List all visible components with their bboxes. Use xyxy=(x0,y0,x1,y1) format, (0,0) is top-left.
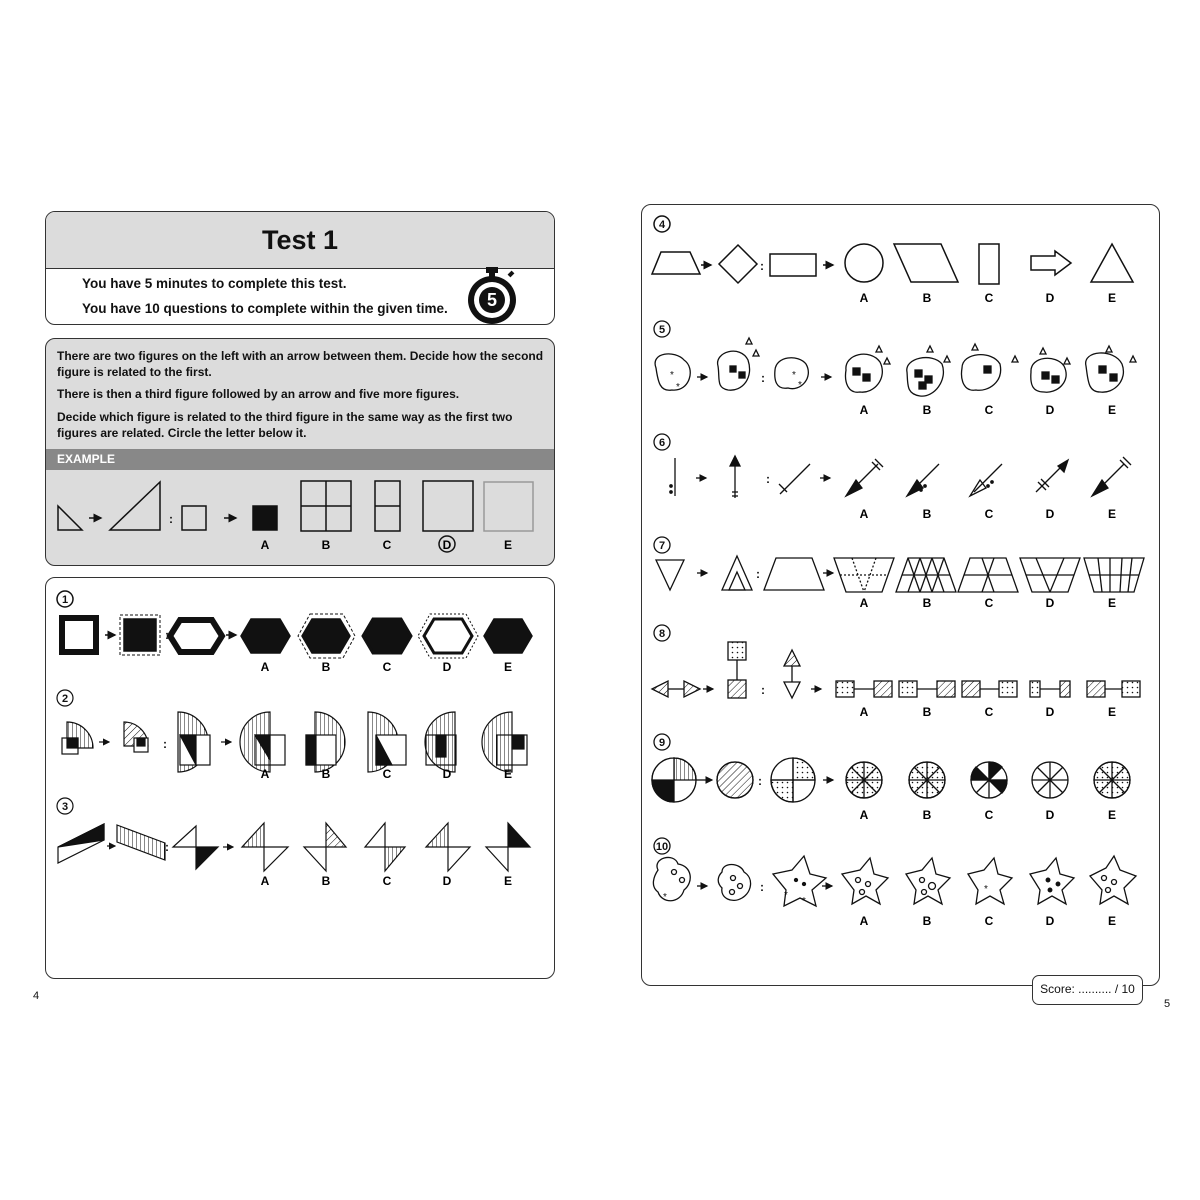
timer-value: 5 xyxy=(486,290,498,310)
svg-text:E: E xyxy=(503,874,513,888)
svg-text:E: E xyxy=(1107,914,1117,928)
svg-text:A: A xyxy=(859,596,869,610)
svg-text:B: B xyxy=(922,596,932,610)
svg-text::: : xyxy=(756,567,760,581)
svg-text:E: E xyxy=(503,767,513,781)
question-5-letters xyxy=(860,403,1116,417)
svg-text:D: D xyxy=(1045,705,1055,719)
svg-text:C: C xyxy=(984,403,994,417)
svg-text:D: D xyxy=(1045,403,1055,417)
svg-text:*: * xyxy=(784,890,788,901)
svg-text:*: * xyxy=(663,892,667,903)
svg-text:C: C xyxy=(984,705,994,719)
question-1-letters xyxy=(261,660,512,674)
svg-text:D: D xyxy=(1045,596,1055,610)
question-6 xyxy=(654,434,1131,498)
svg-text:C: C xyxy=(984,914,994,928)
svg-text:C: C xyxy=(984,808,994,822)
question-7 xyxy=(654,537,1144,592)
question-8-letters xyxy=(860,705,1116,719)
svg-text:C: C xyxy=(382,538,392,552)
svg-text::: : xyxy=(163,737,167,751)
svg-text:E: E xyxy=(503,660,513,674)
svg-text:A: A xyxy=(859,507,869,521)
svg-text:D: D xyxy=(1045,291,1055,305)
svg-text::: : xyxy=(761,371,765,385)
svg-text:2: 2 xyxy=(61,693,69,705)
svg-text:9: 9 xyxy=(658,737,666,749)
svg-text:C: C xyxy=(382,767,392,781)
page-title: Test 1 xyxy=(261,224,339,255)
svg-text:E: E xyxy=(1107,596,1117,610)
svg-text:B: B xyxy=(922,507,932,521)
svg-text:B: B xyxy=(321,874,331,888)
example-circled-answer: D xyxy=(442,538,452,552)
svg-text:*: * xyxy=(984,884,988,895)
question-7-letters xyxy=(860,596,1116,610)
svg-text:C: C xyxy=(984,291,994,305)
question-8 xyxy=(652,625,1140,698)
svg-text:3: 3 xyxy=(61,801,69,813)
svg-text:A: A xyxy=(859,808,869,822)
page-number-right: 5 xyxy=(1164,998,1171,1010)
svg-text:B: B xyxy=(321,538,331,552)
svg-text:E: E xyxy=(1107,403,1117,417)
svg-text:6: 6 xyxy=(658,437,666,449)
svg-text:E: E xyxy=(503,538,513,552)
svg-text:C: C xyxy=(984,596,994,610)
question-9 xyxy=(652,734,1130,802)
svg-text:*: * xyxy=(802,896,806,907)
example-label: EXAMPLE xyxy=(46,449,554,470)
svg-text::: : xyxy=(758,774,762,788)
svg-text:A: A xyxy=(260,874,270,888)
instruction-paragraph-1: There are two figures on the left with an arrow between them. Decide how the second figure is related to the first. xyxy=(57,349,544,379)
svg-text:4: 4 xyxy=(658,219,666,231)
svg-text:D: D xyxy=(442,874,452,888)
svg-text:A: A xyxy=(859,403,869,417)
page-number-left: 4 xyxy=(33,990,40,1002)
instruction-paragraph-2: There is then a third figure followed by an arrow and five more figures. xyxy=(57,387,460,401)
svg-text:E: E xyxy=(1107,705,1117,719)
svg-text:B: B xyxy=(321,767,331,781)
score-box[interactable]: Score: .......... / 10 xyxy=(1032,975,1143,1005)
svg-text:B: B xyxy=(922,291,932,305)
svg-text:B: B xyxy=(922,914,932,928)
svg-text:A: A xyxy=(859,705,869,719)
svg-text:A: A xyxy=(859,291,869,305)
svg-text:B: B xyxy=(321,660,331,674)
question-3 xyxy=(57,798,530,871)
svg-text:E: E xyxy=(1107,808,1117,822)
question-3-letters xyxy=(261,874,512,888)
svg-text:D: D xyxy=(442,660,452,674)
svg-text:5: 5 xyxy=(658,324,666,336)
svg-text:*: * xyxy=(670,370,674,381)
svg-text::: : xyxy=(766,472,770,486)
svg-text::: : xyxy=(760,880,764,894)
svg-text::: : xyxy=(761,683,765,697)
instruction-paragraph-3: Decide which figure is related to the third figure in the same way as the first two figures are related. Circle the letter below it. xyxy=(57,410,513,440)
svg-text:A: A xyxy=(260,538,270,552)
svg-text:A: A xyxy=(260,660,270,674)
svg-text:*: * xyxy=(792,370,796,381)
svg-text:8: 8 xyxy=(658,628,666,640)
question-count-text: You have 10 questions to complete within the given time. xyxy=(82,301,448,316)
svg-text:D: D xyxy=(442,767,452,781)
question-4 xyxy=(652,216,1133,284)
svg-text:C: C xyxy=(382,660,392,674)
svg-text:B: B xyxy=(922,705,932,719)
question-10 xyxy=(653,838,1136,907)
svg-text::: : xyxy=(165,628,169,642)
svg-text::: : xyxy=(169,512,173,526)
question-2-letters xyxy=(261,767,512,781)
svg-text:E: E xyxy=(1107,291,1117,305)
svg-text:10: 10 xyxy=(655,841,669,853)
svg-text::: : xyxy=(760,259,764,273)
svg-text:A: A xyxy=(260,767,270,781)
question-10-letters xyxy=(860,914,1116,928)
time-limit-text: You have 5 minutes to complete this test. xyxy=(82,276,347,291)
svg-text:1: 1 xyxy=(61,594,69,606)
example-letters xyxy=(261,538,512,552)
svg-text:A: A xyxy=(859,914,869,928)
question-1 xyxy=(57,591,532,658)
question-5 xyxy=(654,321,1136,396)
svg-text:C: C xyxy=(382,874,392,888)
svg-text:B: B xyxy=(922,403,932,417)
example-figures xyxy=(58,481,533,552)
svg-text:D: D xyxy=(1045,914,1055,928)
svg-text:D: D xyxy=(1045,808,1055,822)
svg-text:7: 7 xyxy=(658,540,666,552)
question-9-letters xyxy=(860,808,1116,822)
svg-text:B: B xyxy=(922,808,932,822)
svg-text::: : xyxy=(165,840,169,854)
svg-text:E: E xyxy=(1107,507,1117,521)
svg-text:D: D xyxy=(1045,507,1055,521)
svg-text:*: * xyxy=(798,380,802,391)
svg-text:*: * xyxy=(676,382,680,393)
question-6-letters xyxy=(860,507,1116,521)
svg-text:C: C xyxy=(984,507,994,521)
question-2 xyxy=(57,690,527,772)
question-4-letters xyxy=(860,291,1116,305)
